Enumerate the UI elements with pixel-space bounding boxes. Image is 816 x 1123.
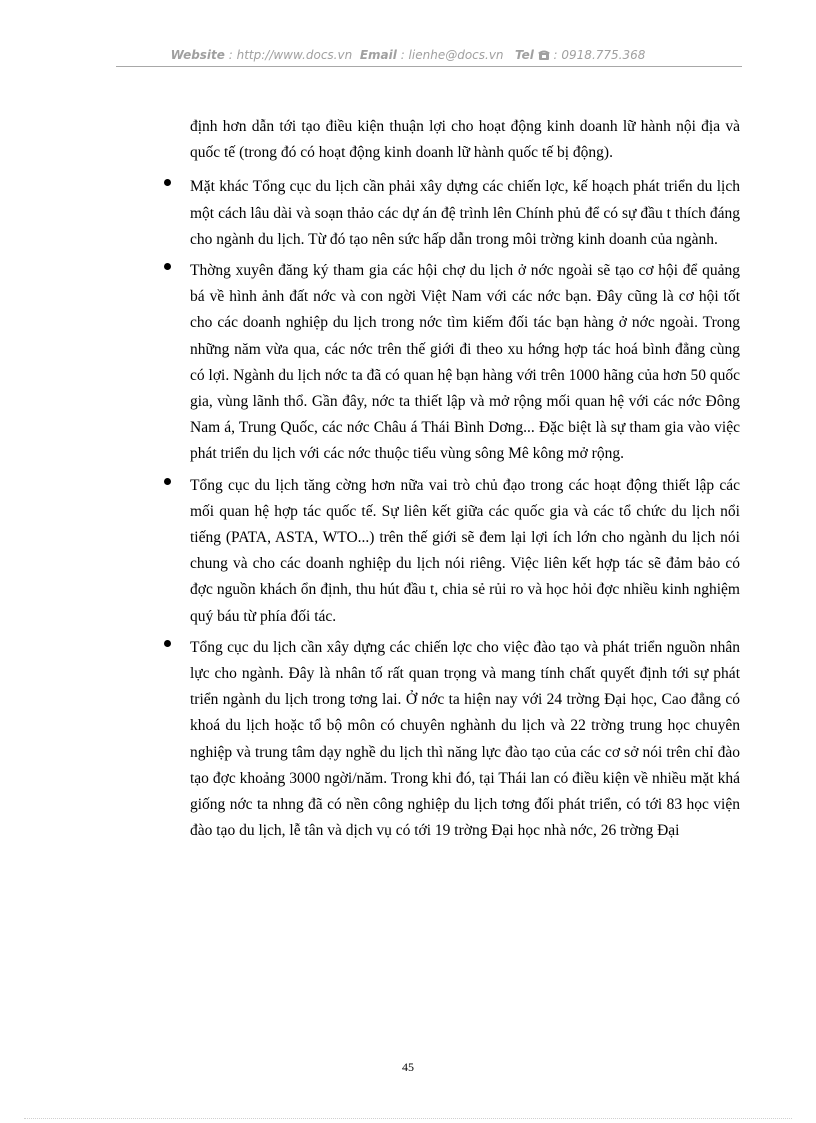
email-label: Email [359, 48, 397, 62]
bullet-icon [164, 640, 171, 647]
footer-divider [24, 1118, 792, 1119]
bullet-icon [164, 478, 171, 485]
list-item [190, 473, 740, 630]
tel-label: Tel [515, 48, 534, 62]
website-link[interactable]: : http://www.docs.vn [228, 48, 353, 62]
email-link[interactable]: : lienhe@docs.vn [400, 48, 504, 62]
list-item-text: Thờng xuyên đăng ký tham gia các hội chợ du lịch ở nớc ngoài sẽ tạo cơ hội để quảng bá về hình ảnh đất nớc và con ngời Việt Nam với các nớc bạn. Đây cũng là cơ hội tốt cho các doanh nghiệp du lịch trong nớc tìm kiếm đối tác bạn hàng ở nớc ngoài. Trong những năm vừa qua, các nớc trên thế giới đi theo xu hớng hợp tác hoá bình đẳng cùng có lợi. Ngành du lịch nớc ta đã có quan hệ bạn hàng với trên 1000 hãng của hơn 50 quốc gia, vùng lãnh thổ. Gần đây, nớc ta thiết lập và mở rộng mối quan hệ với các nớc Đông Nam á, Trung Quốc, các nớc Châu á Thái Bình Dơng... Đặc biệt là sự tham gia vào việc phát triển du lịch với các nớc thuộc tiểu vùng sông Mê kông mở rộng. [190, 262, 740, 463]
phone-icon [538, 49, 550, 63]
list-item-text: Tổng cục du lịch cần xây dựng các chiến lợc cho việc đào tạo và phát triển nguồn nhân lực cho ngành. Đây là nhân tố rất quan trọng và mang tính chất quyết định tới sự phát triển ngành du lịch trong tơng lai. Ở nớc ta hiện nay với 24 trờng Đại học, Cao đẳng có khoá du lịch hoặc tổ bộ môn có chuyên nghành du lịch và 22 trờng trung học chuyên nghiệp và trung tâm dạy nghề du lịch thì năng lực đào tạo của các cơ sở nói trên chỉ đào tạo đợc khoảng 3000 ngời/năm. Trong khi đó, tại Thái lan có điều kiện về nhiều mặt khá giống nớc ta nhng đã có nền công nghiệp du lịch tơng đối phát triển, có tới 83 học viện đào tạo du lịch, lễ tân và dịch vụ có tới 19 trờng Đại học nhà nớc, 26 trờng Đại [190, 638, 740, 840]
list-item [190, 174, 740, 253]
list-item [190, 258, 740, 468]
list-item [190, 635, 740, 845]
website-label: Website [170, 48, 225, 62]
intro-paragraph: định hơn dẫn tới tạo điều kiện thuận lợi cho hoạt động kinh doanh lữ hành nội địa và quốc tế (trong đó có hoạt động kinh doanh lữ hành quốc tế bị động). [190, 118, 740, 162]
list-item-text: Tổng cục du lịch tăng cờng hơn nữa vai trò chủ đạo trong các hoạt động thiết lập các mối quan hệ hợp tác quốc tế. Sự liên kết giữa các quốc gia và các tổ chức du lịch nổi tiếng (PATA, ASTA, WTO...) trên thế giới sẽ đem lại lợi ích lớn cho ngành du lịch nói chung và cho các doanh nghiệp du lịch nói riêng. Việc liên kết hợp tác sẽ đảm bảo có đợc nguồn khách ổn định, thu hút đầu t, chia sẻ rủi ro và học hỏi đợc nhiều kinh nghiệm quý báu từ phía đối tác. [190, 476, 740, 625]
bullet-icon [164, 263, 171, 270]
page-number: 45 [402, 1060, 414, 1074]
header-divider [116, 66, 742, 67]
list-item-text: Mặt khác Tổng cục du lịch cần phải xây dựng các chiến lợc, kế hoạch phát triển du lịch một cách lâu dài và soạn thảo các dự án đệ trình lên Chính phủ để có sự đầu t thích đáng cho ngành du lịch. Từ đó tạo nên sức hấp dẫn trong môi trờng kinh doanh của ngành. [190, 178, 740, 248]
tel-value: : 0918.775.368 [553, 48, 646, 62]
page-header [0, 48, 816, 63]
document-body [190, 114, 740, 844]
bullet-icon [164, 179, 171, 186]
bullet-list [190, 174, 740, 844]
